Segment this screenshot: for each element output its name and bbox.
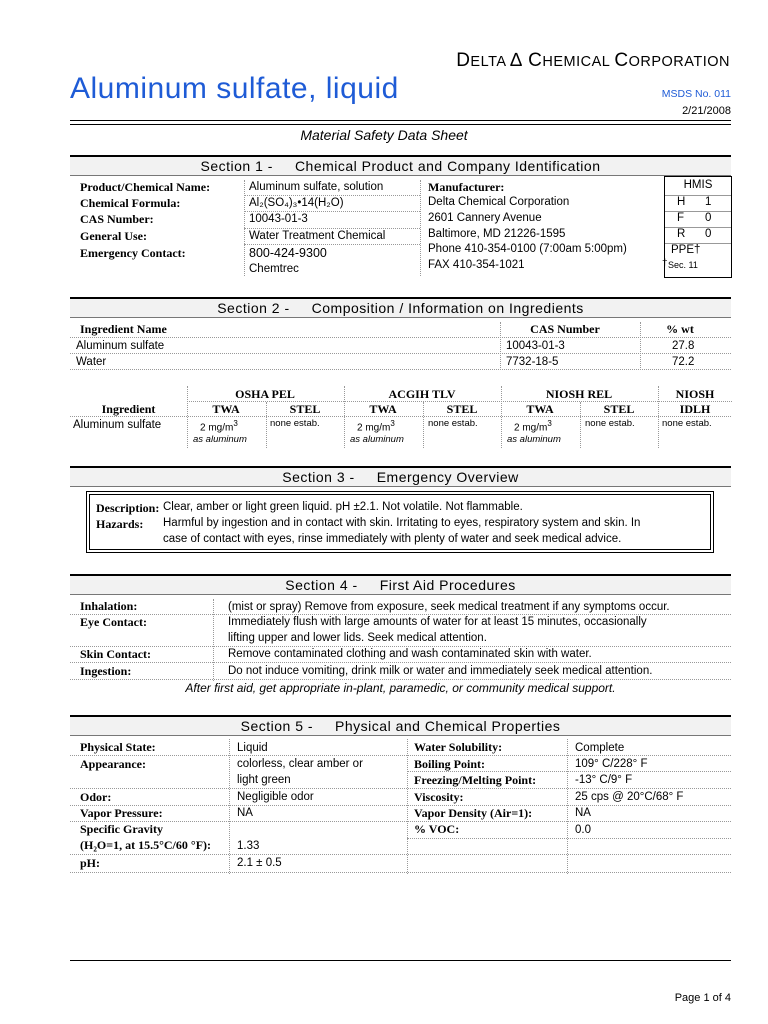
row-rule [244,228,420,229]
column-divider [344,386,345,448]
column-divider [658,386,659,448]
ingredient-cas: 7732-18-5 [506,356,559,368]
hmis-health-value: 1 [705,196,712,208]
appearance-value-line2: light green [237,774,291,786]
row-rule [407,771,731,772]
row-rule [70,416,731,417]
hmis-sec-ref: Sec. 11 [668,260,698,270]
row-rule [70,646,731,647]
header-rule [70,120,731,125]
eye-contact-label: Eye Contact: [80,615,147,629]
section-title: Emergency Overview [376,469,519,485]
odor-value: Negligible odor [237,791,314,803]
ingredient-wt: 72.2 [672,356,695,368]
viscosity-value: 25 cps @ 20°C/68° F [575,791,684,803]
section-title: Composition / Information on Ingredients [311,300,584,316]
page-number: Page 1 of 4 [674,992,731,1004]
section-2-heading [70,297,731,318]
hmis-reactivity-label: R [677,228,686,240]
row-rule [70,755,731,756]
eye-contact-text-line2: lifting upper and lower lids. Seek medical attention. [228,632,487,644]
document-date: 2/21/2008 [682,105,731,117]
header-osha-pel: OSHA PEL [235,387,295,401]
column-divider [501,386,502,448]
emergency-phone: 800-424-9300 [249,246,327,260]
label-chemical-formula: Chemical Formula: [80,196,181,210]
msds-number: MSDS No. 011 [661,88,731,100]
vapor-density-value: NA [575,807,591,819]
delta-logo-glyph: ∆ [510,50,529,71]
manufacturer-city: Baltimore, MD 21226-1595 [428,228,566,240]
section-4-heading [70,574,731,595]
row-rule [70,369,731,370]
vapor-pressure-value: NA [237,807,253,819]
specific-gravity-label-line2: (H₂O=1, at 15.5°C/60 °F): [80,838,212,852]
niosh-idlh-value: none estab. [662,418,712,429]
header-niosh-rel: NIOSH REL [545,387,613,401]
header-niosh: NIOSH [675,387,715,401]
company-part: C [528,50,543,71]
physical-state-value: Liquid [237,742,268,754]
row-rule [70,821,731,822]
acgih-stel-value: none estab. [428,418,478,429]
company-part: C [614,50,629,71]
manufacturer-label: Manufacturer: [428,180,505,194]
row-rule [70,337,731,338]
manufacturer-phone: Phone 410-354-0100 (7:00am 5:00pm) [428,243,627,255]
document-title: Aluminum sulfate, liquid [70,72,399,105]
cas-number-value: 10043-01-3 [249,213,308,225]
header-idlh: IDLH [679,402,711,416]
specific-gravity-value: 1.33 [237,840,260,852]
niosh-twa-note: as aluminum [507,434,561,445]
column-divider [213,599,214,681]
row-rule [70,805,731,806]
label-general-use: General Use: [80,229,147,243]
section-number: Section 5 - [240,718,314,734]
inhalation-label: Inhalation: [80,599,138,613]
ingestion-label: Ingestion: [80,664,132,678]
label-product-name: Product/Chemical Name: [80,180,211,194]
row-rule [407,838,731,839]
first-aid-note: After first aid, get appropriate in-plant, paramedic, or community medical support. [185,681,616,695]
section-title: First Aid Procedures [379,577,516,593]
ingredient-name: Water [76,356,107,368]
ingredient-wt: 27.8 [672,340,695,352]
ph-label: pH: [80,856,101,870]
section-number: Section 3 - [282,469,355,485]
section-3-heading [70,466,731,487]
hmis-flammability-row [665,211,731,224]
column-divider [580,402,581,448]
row-rule [70,872,731,873]
description-text: Clear, amber or light green liquid. pH ±2.1. Not volatile. Not flammable. [163,501,523,513]
dagger-mark: † [662,258,668,269]
section-title: Physical and Chemical Properties [335,718,561,734]
hmis-title: HMIS [683,179,713,191]
column-divider [266,402,267,448]
section-number: Section 4 - [285,577,358,593]
row-rule [244,195,420,196]
row-rule [70,353,731,354]
hmis-health-row [665,195,731,208]
appearance-label: Appearance: [80,757,146,771]
limits-ingredient: Aluminum sulfate [73,419,162,431]
hazards-label: Hazards: [96,517,144,531]
company-part: HEMICAL [542,54,615,70]
hmis-ppe-row [665,243,731,256]
section-number: Section 2 - [217,300,290,316]
header-ingredient: Ingredient [101,402,156,416]
header-acgih-tlv: ACGIH TLV [388,387,456,401]
hmis-health-label: H [677,196,686,208]
row-rule [70,788,731,789]
inhalation-text: (mist or spray) Remove from exposure, seek medical treatment if any symptoms occur. [228,601,670,613]
physical-state-label: Physical State: [80,740,156,754]
row-rule [70,662,731,663]
row-rule [70,614,731,615]
header-twa: TWA [369,402,397,416]
acgih-twa-value: 2 $mg/m^3$ [357,419,395,434]
specific-gravity-label: Specific Gravity [80,822,163,836]
company-part: ORPORATION [628,54,730,70]
header-stel: STEL [603,402,635,416]
hmis-reactivity-value: 0 [705,228,712,240]
column-divider [420,180,421,276]
header-stel: STEL [446,402,478,416]
product-name-value: Aluminum sulfate, solution [249,181,384,193]
column-divider [640,322,641,370]
description-label: Description: [96,501,160,515]
section-1-heading [70,155,731,176]
document-subtitle: Material Safety Data Sheet [300,127,468,143]
footer-rule [70,960,731,961]
skin-contact-label: Skin Contact: [80,647,152,661]
company-part: ELTA [470,54,511,70]
viscosity-label: Viscosity: [414,790,464,804]
header-percent-wt: % wt [666,322,694,336]
section-5-heading [70,715,731,736]
chemical-formula-value: Al₂(SO₄)₃•14(H₂O) [249,197,344,209]
header-stel: STEL [289,402,321,416]
header-twa: TWA [526,402,554,416]
hmis-flammability-label: F [677,212,685,224]
osha-twa-note: as aluminum [193,434,247,445]
osha-twa-value: 2 $mg/m^3$ [200,419,238,434]
hmis-ppe-label: PPE† [671,244,701,256]
niosh-stel-value: none estab. [585,418,635,429]
voc-value: 0.0 [575,824,591,836]
company-part: D [456,50,471,71]
skin-contact-text: Remove contaminated clothing and wash contaminated skin with water. [228,648,592,660]
section-title: Chemical Product and Company Identification [294,158,601,174]
vapor-pressure-label: Vapor Pressure: [80,806,163,820]
emergency-overview-box [86,491,714,553]
osha-stel-value: none estab. [270,418,320,429]
boiling-point-value: 109° C/228° F [575,758,648,770]
column-divider [423,402,424,448]
general-use-value: Water Treatment Chemical [249,230,386,242]
hmis-flammability-value: 0 [705,212,712,224]
column-divider [187,386,188,448]
freezing-point-label: Freezing/Melting Point: [414,773,537,787]
row-rule [244,211,420,212]
water-solubility-value: Complete [575,742,625,754]
hazards-text-line2: case of contact with eyes, rinse immediately with plenty of water and seek medical advice. [163,533,622,545]
ingredient-cas: 10043-01-3 [506,340,565,352]
manufacturer-name: Delta Chemical Corporation [428,196,570,208]
header-ingredient-name: Ingredient Name [80,322,167,336]
acgih-twa-note: as aluminum [350,434,404,445]
water-solubility-label: Water Solubility: [414,740,503,754]
niosh-twa-value: 2 $mg/m^3$ [514,419,552,434]
section-number: Section 1 - [200,158,273,174]
row-rule [70,679,731,680]
hmis-box [664,176,732,278]
hazards-text-line1: Harmful by ingestion and in contact with skin. Irritating to eyes, respiratory system and skin. In [163,517,641,529]
row-rule [244,244,420,245]
emergency-contact-name: Chemtrec [249,263,299,275]
label-emergency-contact: Emergency Contact: [80,246,186,260]
row-rule [70,854,731,855]
manufacturer-address: 2601 Cannery Avenue [428,212,542,224]
hmis-reactivity-row [665,227,731,240]
vapor-density-label: Vapor Density (Air=1): [414,806,533,820]
label-cas-number: CAS Number: [80,212,154,226]
row-rule [187,401,732,402]
header-twa: TWA [212,402,240,416]
eye-contact-text-line1: Immediately flush with large amounts of water for at least 15 minutes, occasionally [228,616,647,628]
header-cas-number: CAS Number [530,322,600,336]
ingestion-text: Do not induce vomiting, drink milk or water and immediately seek medical attention. [228,665,653,677]
column-divider [500,322,501,370]
manufacturer-fax: FAX 410-354-1021 [428,259,525,271]
boiling-point-label: Boiling Point: [414,757,486,771]
ingredient-name: Aluminum sulfate [76,340,165,352]
company-name [456,50,730,72]
voc-label: % VOC: [414,822,460,836]
freezing-point-value: -13° C/9° F [575,774,633,786]
odor-label: Odor: [80,790,112,804]
ph-value: 2.1 ± 0.5 [237,857,282,869]
appearance-value-line1: colorless, clear amber or [237,758,363,770]
